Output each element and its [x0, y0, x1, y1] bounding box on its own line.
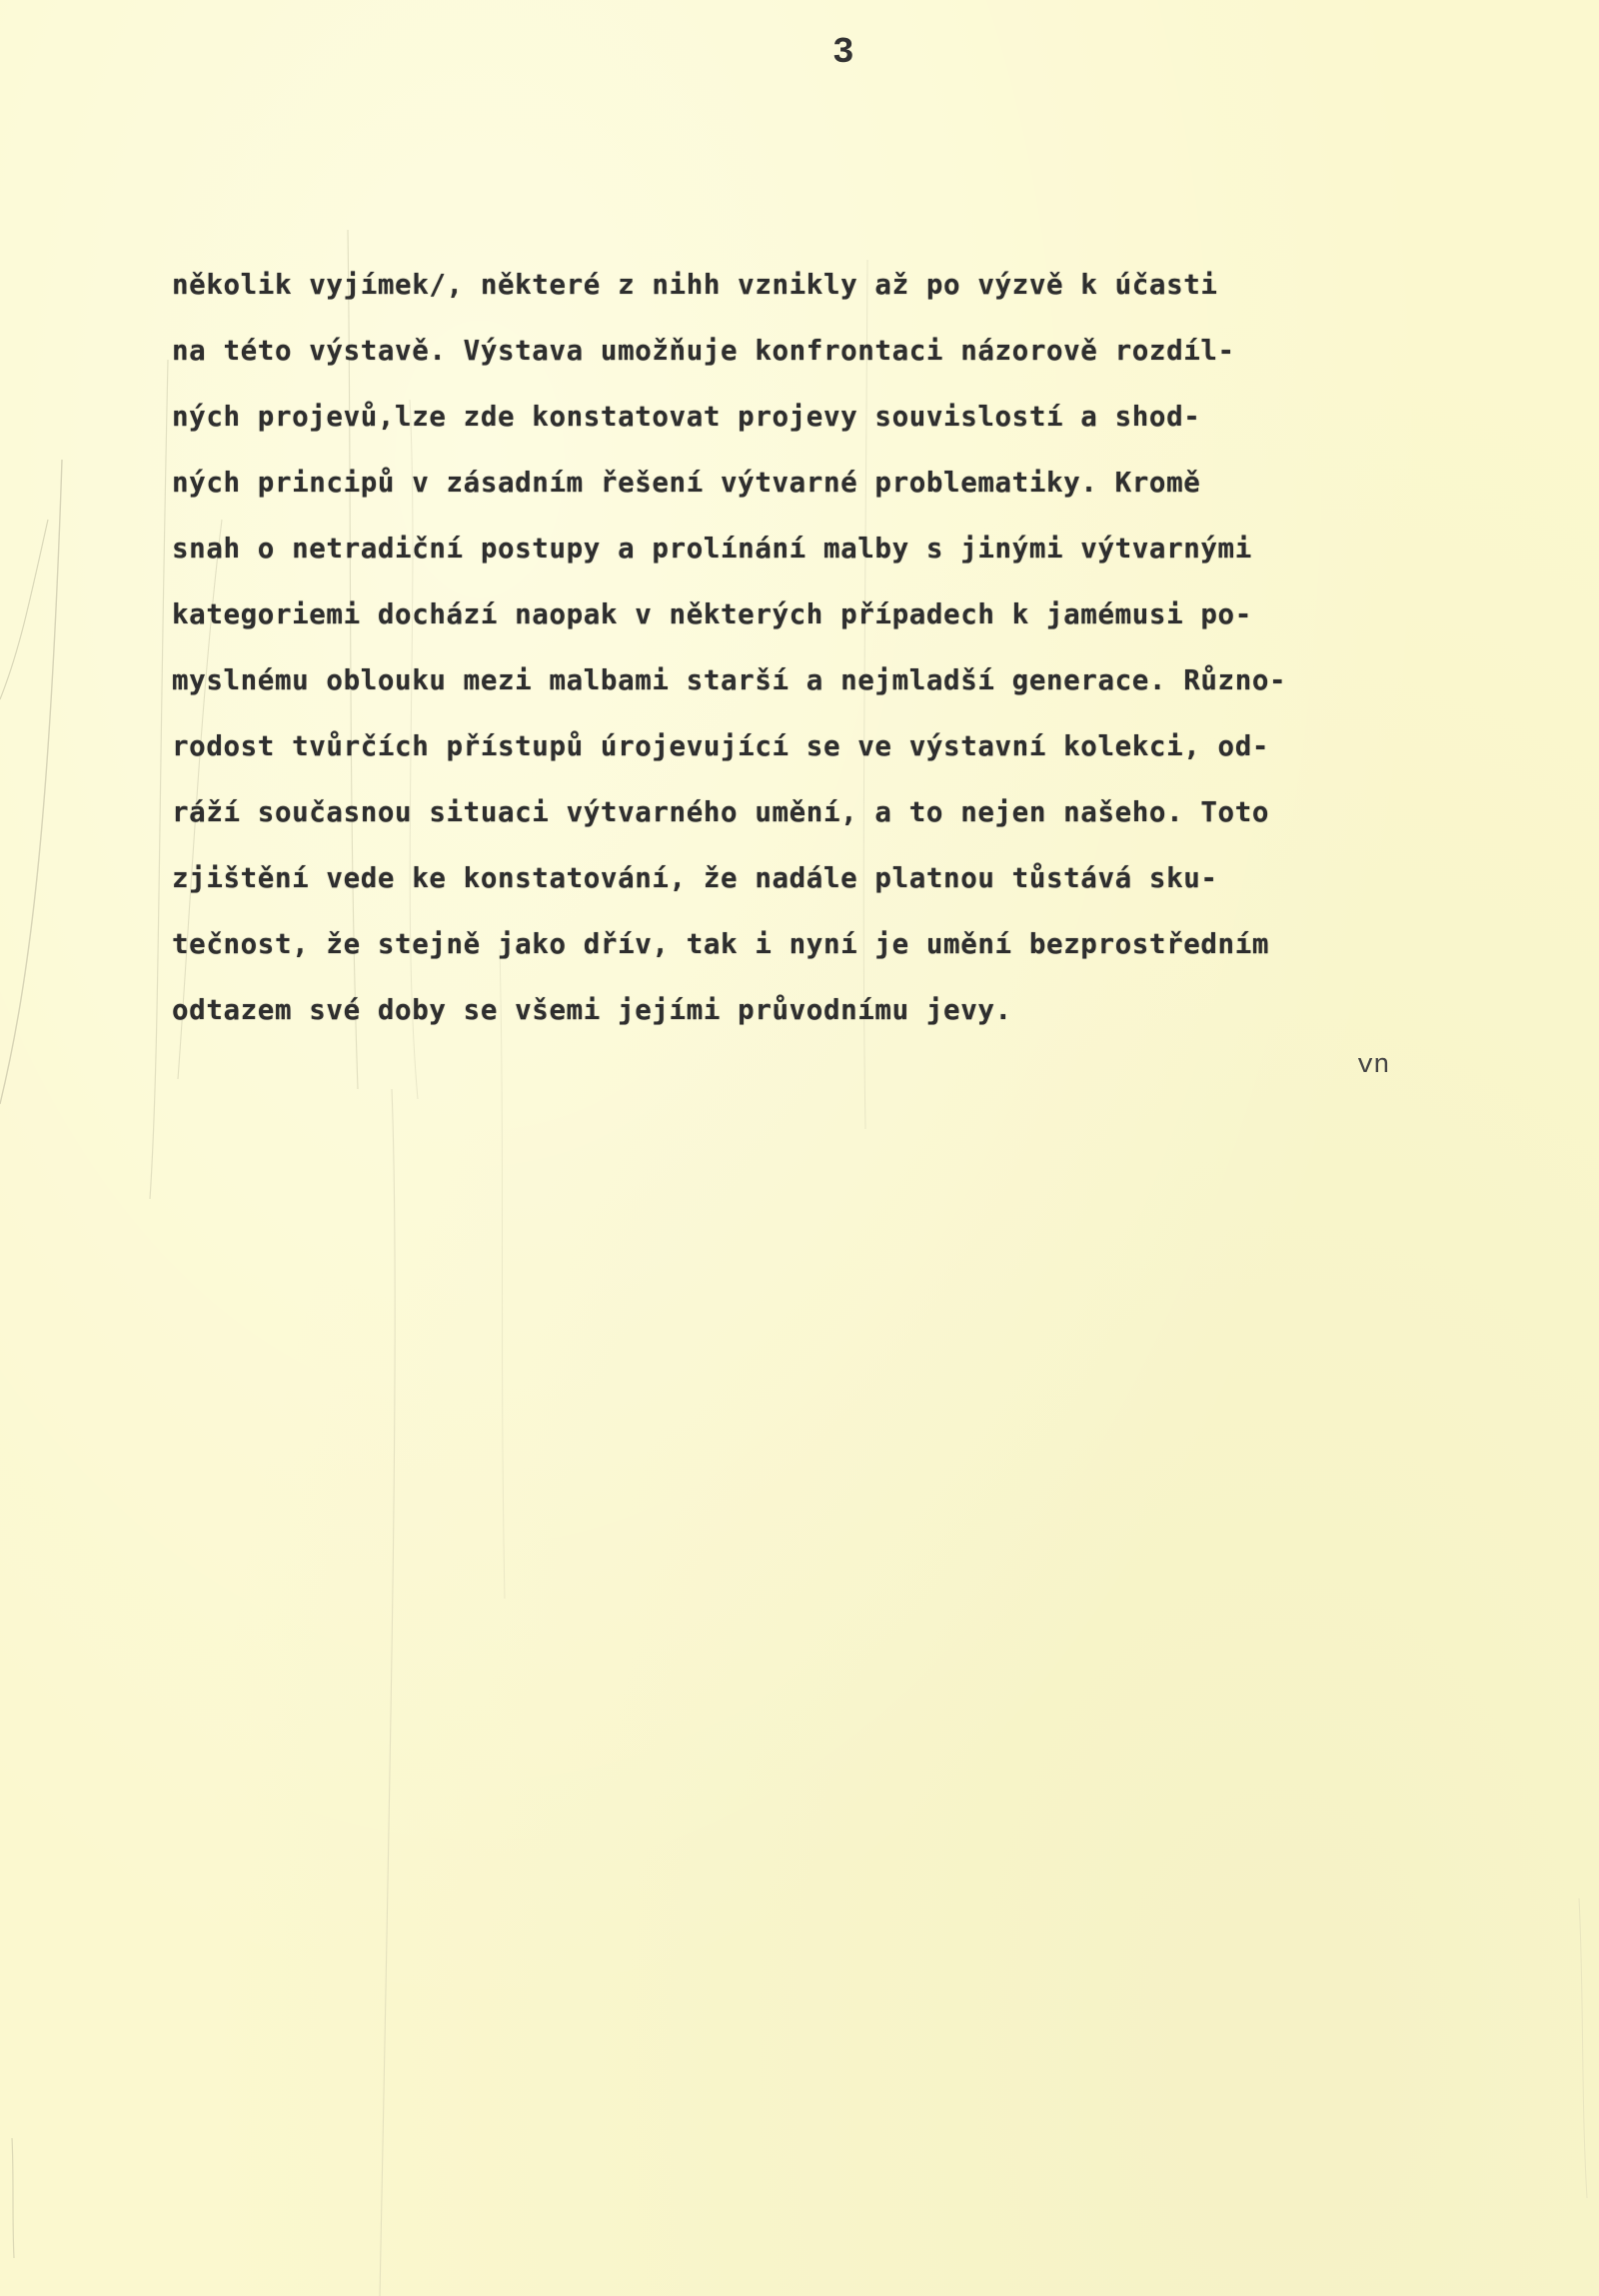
text-line: zjištění vede ke konstatování, že nadále platnou tůstává sku-	[172, 862, 1218, 894]
text-line: snah o netradiční postupy a prolínání malby s jinými výtvarnými	[172, 533, 1252, 565]
author-initials: vn	[1357, 1051, 1390, 1081]
text-line: kategoriemi dochází naopak v některých případech k jamémusi po-	[172, 598, 1252, 630]
text-line: ných principů v zásadním řešení výtvarné problematiky. Kromě	[172, 467, 1201, 499]
text-line: několik vyjímek/, některé z nihh vznikly až po výzvě k účasti	[172, 269, 1218, 301]
text-line: ných projevů,lze zde konstatovat projevy souvislostí a shod-	[172, 401, 1201, 433]
text-line: myslnému oblouku mezi malbami starší a nejmladší generace. Různo-	[172, 664, 1287, 696]
page-number: 3	[832, 32, 854, 73]
typewritten-paragraph	[172, 252, 1511, 1043]
text-line: rodost tvůrčích přístupů úrojevující se ve výstavní kolekci, od-	[172, 730, 1270, 762]
text-line: odtazem své doby se všemi jejími průvodnímu jevy.	[172, 994, 1012, 1026]
text-line: ráží současnou situaci výtvarného umění, a to nejen našeho. Toto	[172, 796, 1270, 828]
text-line: na této výstavě. Výstava umožňuje konfrontaci názorově rozdíl-	[172, 335, 1235, 367]
text-line: tečnost, že stejně jako dřív, tak i nyní je umění bezprostředním	[172, 928, 1270, 960]
